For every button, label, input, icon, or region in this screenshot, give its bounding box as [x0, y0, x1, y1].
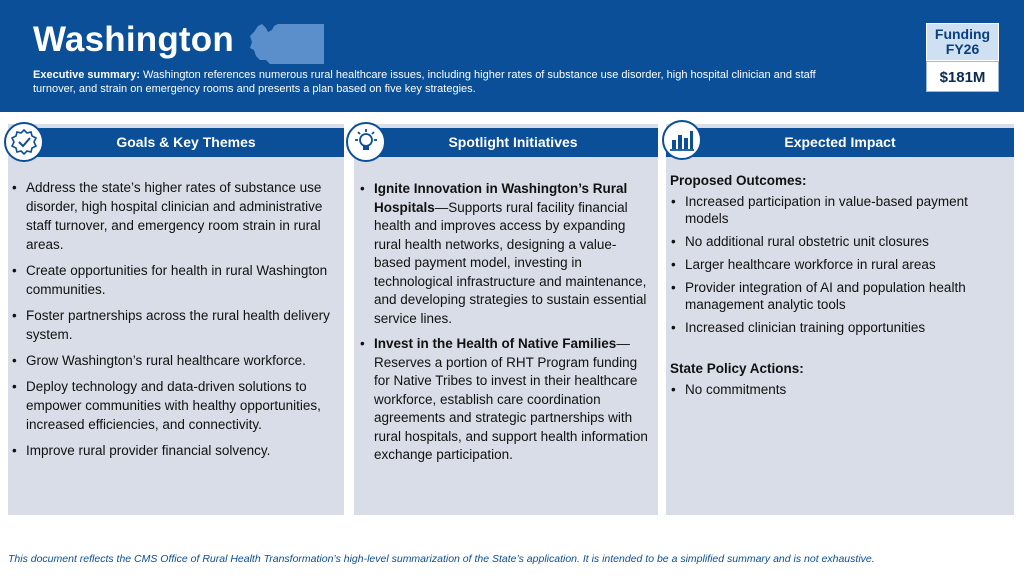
- goals-list: [11, 178, 343, 467]
- spotlight-list: [359, 180, 653, 472]
- spotlight-heading: Ignite Innovation in Washington’s Rural Hospitals: [374, 181, 628, 215]
- header-banner: [0, 0, 1024, 112]
- list-item: • Increased clinician training opportunities: [670, 319, 1010, 336]
- spotlight-header: Spotlight Initiatives: [368, 128, 658, 157]
- outcomes-list: [670, 193, 1010, 336]
- list-item: • Larger healthcare workforce in rural areas: [670, 256, 1010, 273]
- list-item: • Deploy technology and data-driven solutions to empower communities with healthy opportunities, increased efficiencies, and connectivity.: [11, 377, 343, 434]
- lightbulb-icon: [346, 122, 386, 162]
- executive-summary: [33, 68, 833, 96]
- list-item: • Improve rural provider financial solvency.: [11, 441, 343, 460]
- summary-label: Executive summary:: [33, 69, 140, 81]
- list-item: • Grow Washington’s rural healthcare workforce.: [11, 351, 343, 370]
- list-item: • Create opportunities for health in rural Washington communities.: [11, 261, 343, 299]
- washington-state-map-icon: [248, 22, 326, 66]
- list-item: • No commitments: [670, 381, 1010, 398]
- spotlight-text: —Supports rural facility financial health and improves access by expanding rural health networks, designing a value-based payment model, investing in technological infrastructure and maintenance, and developing strategies to sustain essential service lines.: [374, 199, 647, 326]
- funding-amount: $181M: [926, 61, 999, 92]
- policy-heading: State Policy Actions:: [670, 361, 804, 376]
- impact-content: [670, 172, 1010, 404]
- outcomes-heading: Proposed Outcomes:: [670, 173, 807, 188]
- list-item: [359, 180, 653, 328]
- goals-panel: [8, 124, 344, 515]
- bar-chart-icon: [662, 120, 702, 160]
- check-badge-icon: [4, 122, 44, 162]
- list-item: • Increased participation in value-based payment models: [670, 193, 1010, 227]
- spotlight-heading: Invest in the Health of Native Families: [374, 336, 617, 351]
- goals-header: Goals & Key Themes: [28, 128, 344, 157]
- summary-text: Washington references numerous rural healthcare issues, including higher rates of substance use disorder, high hospital clinician and staff turnover, and strain on emergency rooms and presents a plan based on five key strategies.: [33, 69, 816, 95]
- funding-box: [926, 23, 999, 93]
- list-item: • Foster partnerships across the rural health delivery system.: [11, 306, 343, 344]
- funding-label: Funding FY26: [926, 23, 999, 61]
- page-title: Washington: [33, 20, 234, 59]
- list-item: • No additional rural obstetric unit closures: [670, 233, 1010, 250]
- policy-list: [670, 381, 1010, 398]
- impact-panel: [666, 124, 1014, 515]
- spacer: [670, 342, 1010, 360]
- spotlight-panel: [354, 124, 658, 515]
- list-item: [359, 335, 653, 465]
- list-item: • Address the state’s higher rates of substance use disorder, high hospital clinician and administrative staff turnover, and emergency room strain in rural areas.: [11, 178, 343, 254]
- spotlight-text: —Reserves a portion of RHT Program funding for Native Tribes to invest in their healthcare workforce, establish care coordination agreements and strategic partnerships with rural hospitals, and support health information exchange participation.: [374, 336, 648, 462]
- impact-header: Expected Impact: [666, 128, 1014, 157]
- footer-disclaimer: This document reflects the CMS Office of Rural Health Transformation’s high-level summarization of the State’s application. It is intended to be a simplified summary and is not exhaustive.: [8, 553, 875, 565]
- list-item: • Provider integration of AI and population health management analytic tools: [670, 279, 1010, 313]
